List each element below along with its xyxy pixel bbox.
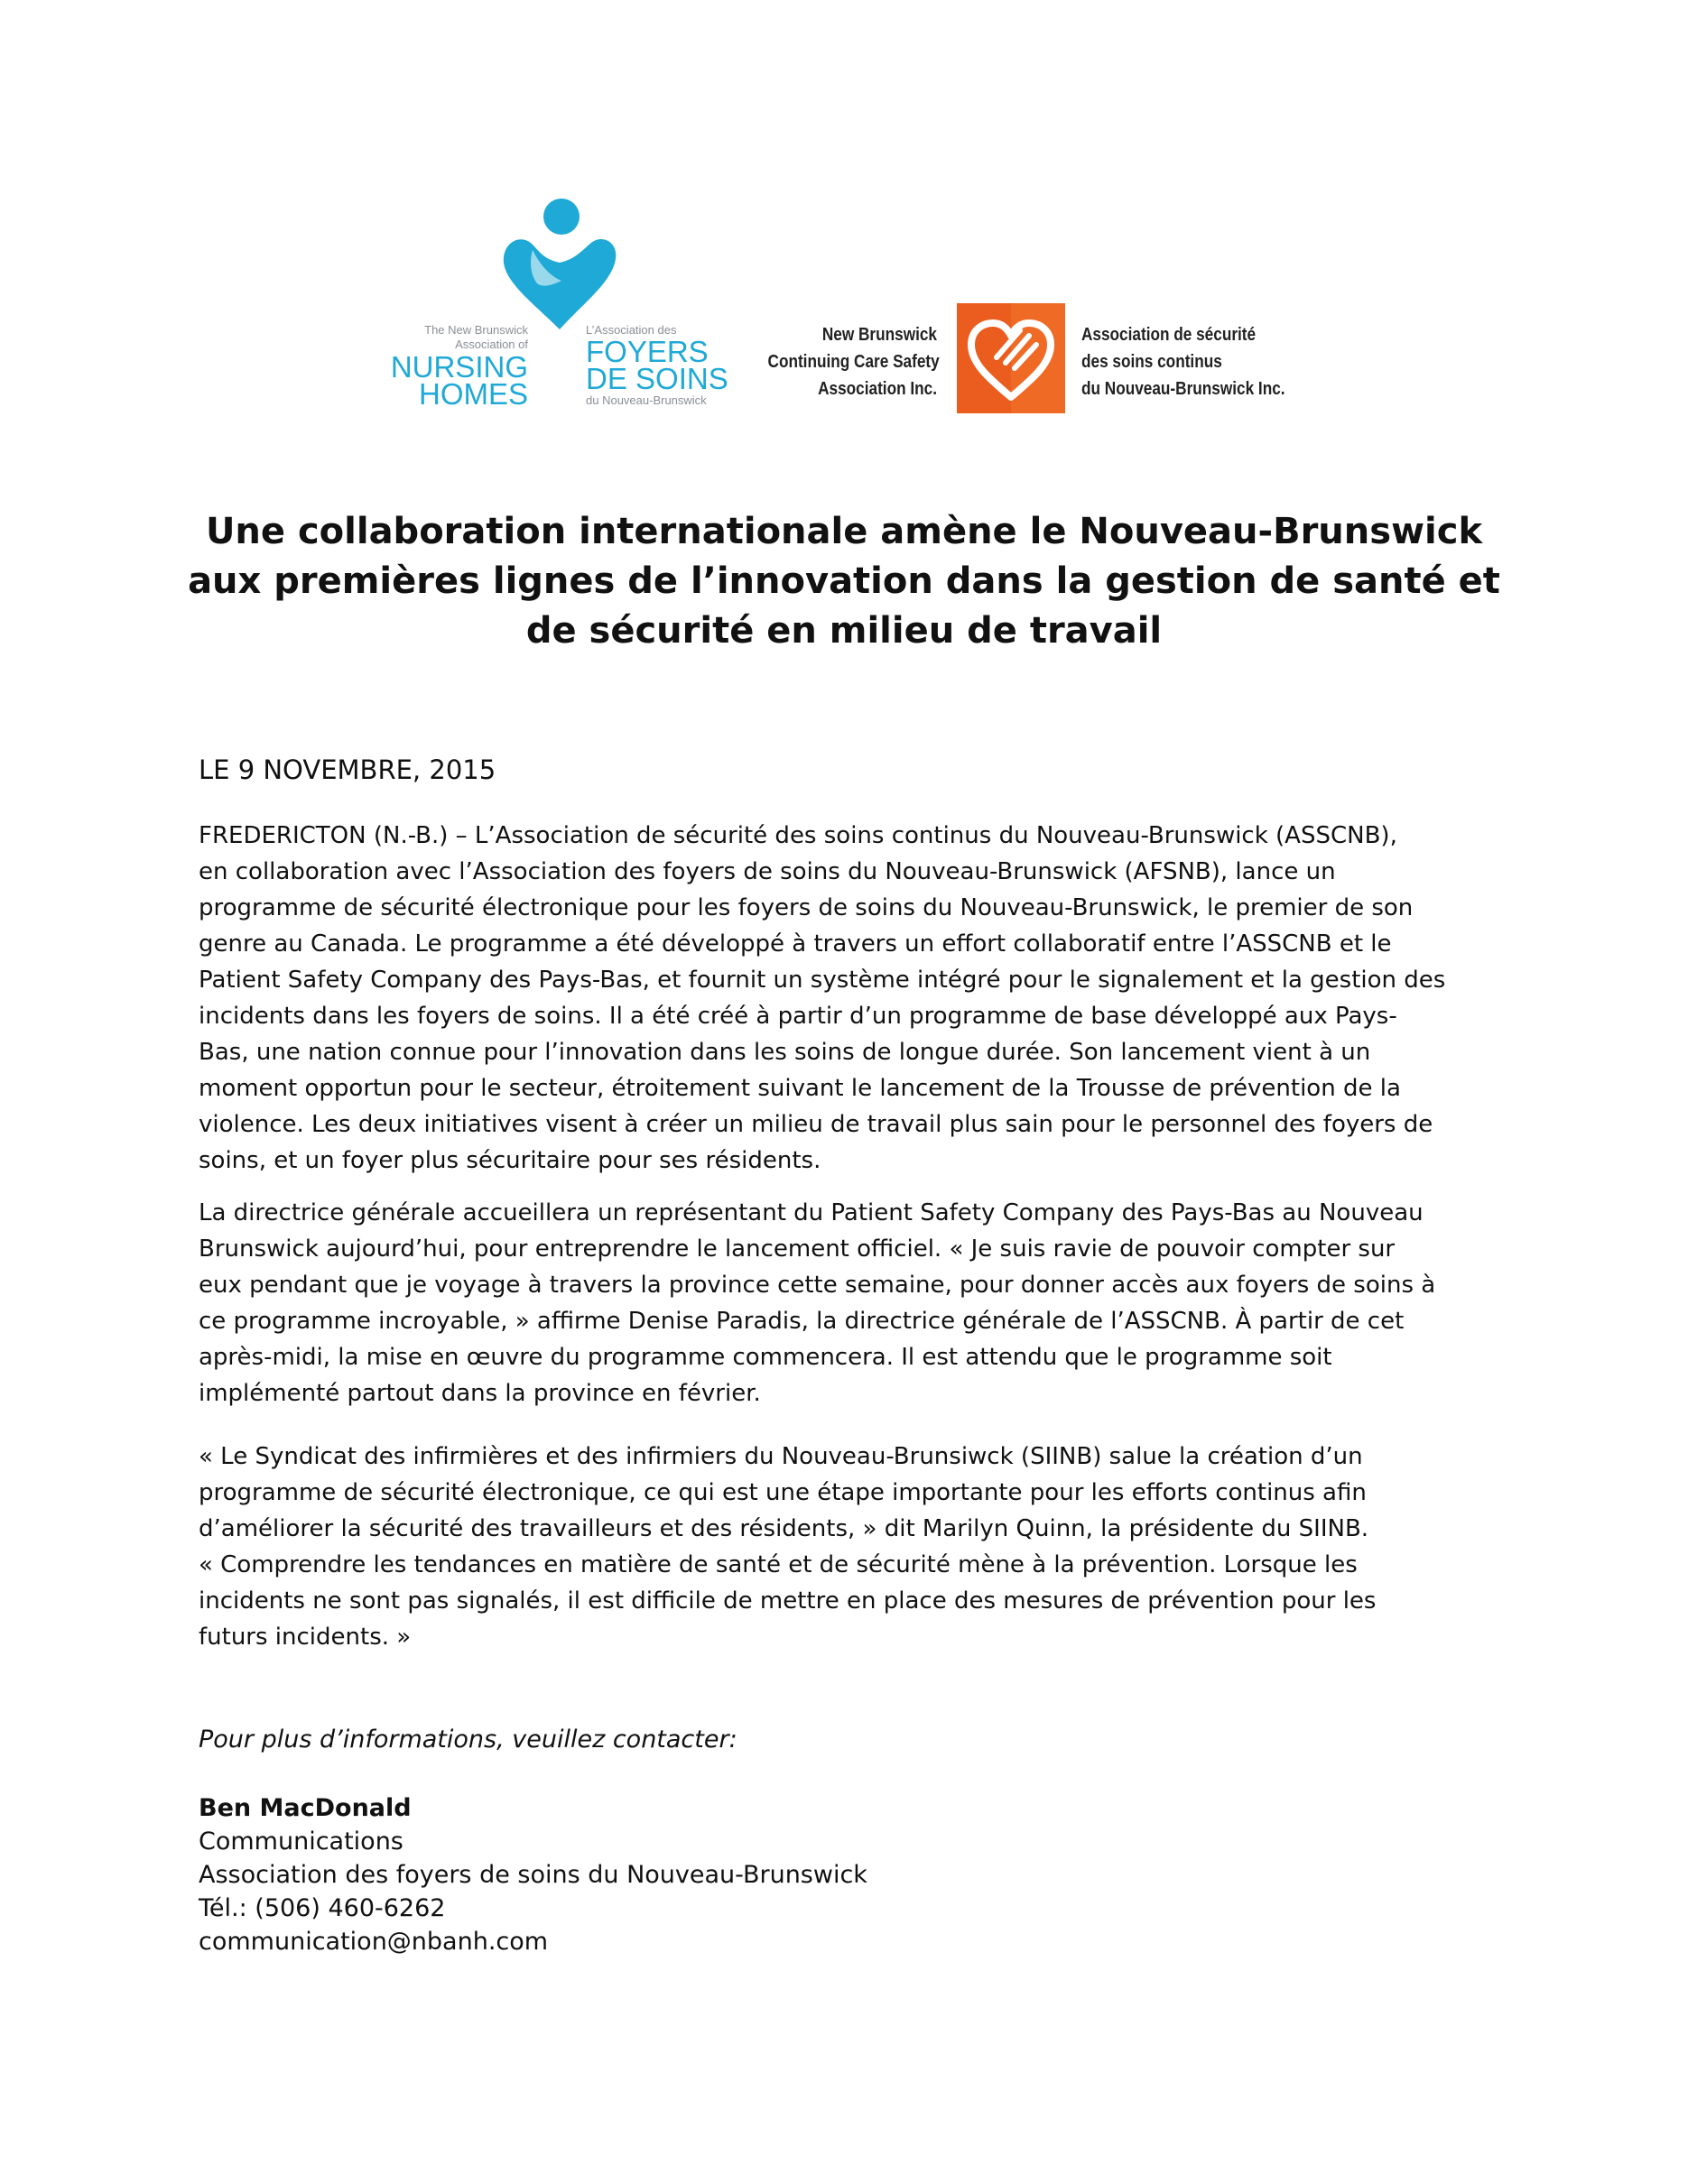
p1-line: violence. Les deux initiatives visent à créer un milieu de travail plus sain pour le personnel des foyers de: [199, 1111, 1433, 1138]
safety-fr-line-1: Association de sécurité: [1081, 325, 1257, 345]
safety-en-text: [767, 321, 940, 403]
contact-role: Communications: [199, 1828, 403, 1855]
title-line-1: Une collaboration internationale amène le Nouveau-Brunswick: [205, 511, 1483, 552]
safety-fr-text: [1081, 321, 1284, 403]
heart-hand-icon: [957, 303, 1065, 413]
heart-figure-icon: [496, 194, 623, 329]
nursing-en-big-2: HOMES: [418, 377, 528, 411]
release-date: LE 9 NOVEMBRE, 2015: [199, 754, 496, 785]
p2-line: après-midi, la mise en œuvre du programme commencera. Il est attendu que le programme soit: [199, 1344, 1332, 1371]
document-title: [162, 507, 1526, 656]
p3-line: « Le Syndicat des infirmières et des infirmiers du Nouveau-Brunsiwck (SIINB) salue la création d’un: [199, 1443, 1363, 1470]
p3-line: d’améliorer la sécurité des travailleurs et des résidents, » dit Marilyn Quinn, la présidente du SIINB.: [199, 1515, 1369, 1542]
p2-line: implémenté partout dans la province en février.: [199, 1380, 761, 1407]
safety-en-line-2: Continuing Care Safety: [767, 352, 940, 372]
foyers-fr-big-1: FOYERS: [586, 335, 709, 368]
p2-line: La directrice générale accueillera un représentant du Patient Safety Company des Pays-Bas au Nouveau: [199, 1199, 1424, 1226]
p3-line: « Comprendre les tendances en matière de santé et de sécurité mène à la prévention. Lorsque les: [199, 1551, 1358, 1578]
p2-line: ce programme incroyable, » affirme Denise Paradis, la directrice générale de l’ASSCNB. À partir de cet: [199, 1308, 1405, 1335]
nursing-en-small-2: Association of: [455, 338, 528, 351]
safety-fr-line-3: du Nouveau-Brunswick Inc.: [1081, 379, 1285, 399]
p1-line: genre au Canada. Le programme a été développé à travers un effort collaboratif entre l’ASSCNB et le: [199, 930, 1392, 958]
p1-line: soins, et un foyer plus sécuritaire pour ses résidents.: [199, 1147, 821, 1174]
contact-organization: Association des foyers de soins du Nouveau-Brunswick: [199, 1861, 867, 1889]
paragraph-3: [199, 1439, 1498, 1655]
p2-line: Brunswick aujourd’hui, pour entreprendre le lancement officiel. « Je suis ravie de pouvoir compter sur: [199, 1235, 1396, 1263]
p2-line: eux pendant que je voyage à travers la province cette semaine, pour donner accès aux foyers de soins à: [199, 1272, 1436, 1299]
nbccsa-logo: [740, 298, 1318, 415]
nursing-en-big-1: NURSING: [390, 350, 528, 384]
foyers-fr-small-top: L’Association des: [586, 323, 677, 337]
title-line-2: aux premières lignes de l’innovation dans la gestion de santé et: [188, 560, 1500, 602]
p3-line: incidents ne sont pas signalés, il est difficile de mettre en place des mesures de prévention pour les: [199, 1587, 1377, 1615]
p1-line: moment opportun pour le secteur, étroitement suivant le lancement de la Trousse de prévention de la: [199, 1075, 1401, 1102]
contact-block: [199, 1791, 867, 1958]
safety-en-line-1: New Brunswick: [821, 325, 937, 345]
paragraph-1: [199, 818, 1498, 1179]
contact-email[interactable]: communication@nbanh.com: [199, 1928, 549, 1956]
safety-fr-line-2: des soins continus: [1081, 352, 1222, 372]
foyers-fr-big-2: DE SOINS: [586, 362, 728, 395]
p1-line: Bas, une nation connue pour l’innovation dans les soins de longue durée. Son lancement vient à un: [199, 1039, 1371, 1066]
p3-line: programme de sécurité électronique, ce qui est une étape importante pour les efforts continus afin: [199, 1479, 1367, 1506]
p1-line: en collaboration avec l’Association des foyers de soins du Nouveau-Brunswick (AFSNB), lance un: [199, 858, 1336, 885]
contact-name: Ben MacDonald: [199, 1794, 412, 1822]
p1-line: programme de sécurité électronique pour les foyers de soins du Nouveau-Brunswick, le premier de son: [199, 894, 1414, 921]
p3-line: futurs incidents. »: [199, 1624, 412, 1651]
contact-intro: Pour plus d’informations, veuillez contacter:: [199, 1726, 737, 1754]
paragraph-2: [199, 1195, 1498, 1411]
p1-line: FREDERICTON (N.-B.) – L’Association de sécurité des soins continus du Nouveau-Brunswick (ASSCNB),: [199, 822, 1397, 849]
p1-line: Patient Safety Company des Pays-Bas, et fournit un système intégré pour le signalement et la gestion des: [199, 967, 1446, 994]
safety-en-line-3: Association Inc.: [818, 379, 937, 399]
nursing-en-small-1: The New Brunswick: [424, 323, 528, 337]
contact-phone: Tél.: (506) 460-6262: [199, 1894, 446, 1922]
p1-line: incidents dans les foyers de soins. Il a été créé à partir d’un programme de base développé aux Pays-: [199, 1003, 1397, 1030]
nbanh-logo: [384, 194, 763, 415]
foyers-fr-small-bottom: du Nouveau-Brunswick: [586, 393, 707, 407]
title-line-3: de sécurité en milieu de travail: [525, 610, 1163, 652]
